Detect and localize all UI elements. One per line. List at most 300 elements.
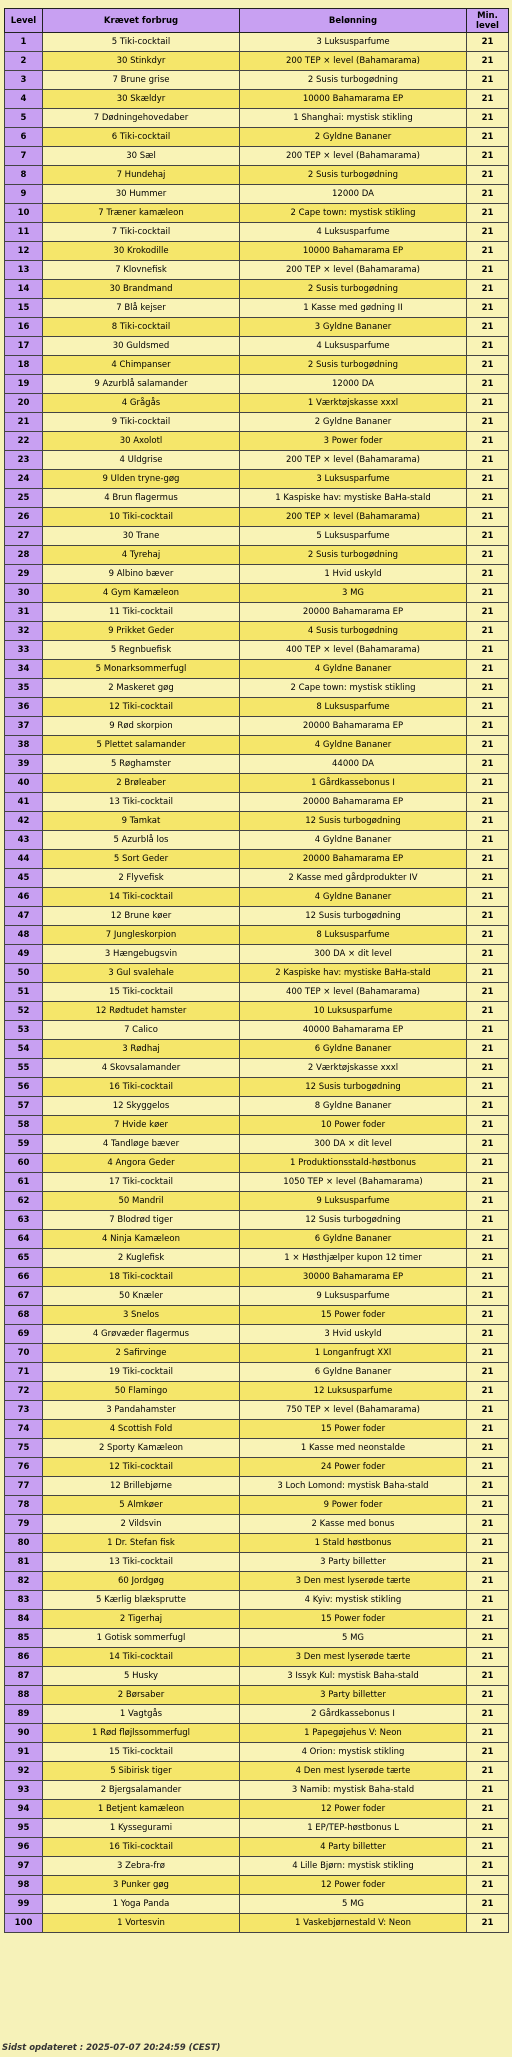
cell-required: 2 Safirvinge	[43, 1344, 240, 1363]
cell-required: 12 Brillebjørne	[43, 1477, 240, 1496]
table-row	[5, 565, 509, 584]
cell-required: 5 Plettet salamander	[43, 736, 240, 755]
cell-min-level: 21	[467, 1876, 509, 1895]
cell-required: 9 Tiki-cocktail	[43, 413, 240, 432]
cell-level: 2	[5, 52, 43, 71]
cell-level: 71	[5, 1363, 43, 1382]
cell-reward: 4 Orion: mystisk stikling	[240, 1743, 467, 1762]
cell-required: 15 Tiki-cocktail	[43, 983, 240, 1002]
cell-reward: 8 Gyldne Bananer	[240, 1097, 467, 1116]
cell-min-level: 21	[467, 1382, 509, 1401]
table-row	[5, 1857, 509, 1876]
cell-reward: 3 MG	[240, 584, 467, 603]
table-row	[5, 1743, 509, 1762]
cell-required: 50 Knæler	[43, 1287, 240, 1306]
cell-min-level: 21	[467, 888, 509, 907]
cell-min-level: 21	[467, 1135, 509, 1154]
cell-required: 16 Tiki-cocktail	[43, 1078, 240, 1097]
cell-reward: 20000 Bahamarama EP	[240, 793, 467, 812]
cell-required: 1 Dr. Stefan fisk	[43, 1534, 240, 1553]
cell-min-level: 21	[467, 736, 509, 755]
cell-min-level: 21	[467, 337, 509, 356]
cell-min-level: 21	[467, 869, 509, 888]
cell-required: 50 Flamingo	[43, 1382, 240, 1401]
table-row	[5, 793, 509, 812]
cell-min-level: 21	[467, 1496, 509, 1515]
cell-level: 12	[5, 242, 43, 261]
table-row	[5, 223, 509, 242]
cell-min-level: 21	[467, 90, 509, 109]
cell-reward: 1 Værktøjskasse xxxl	[240, 394, 467, 413]
table-row	[5, 1192, 509, 1211]
cell-min-level: 21	[467, 1914, 509, 1933]
cell-required: 30 Sæl	[43, 147, 240, 166]
table-row	[5, 1610, 509, 1629]
cell-reward: 5 MG	[240, 1895, 467, 1914]
cell-min-level: 21	[467, 1211, 509, 1230]
cell-required: 7 Klovnefisk	[43, 261, 240, 280]
cell-required: 2 Maskeret gøg	[43, 679, 240, 698]
cell-level: 96	[5, 1838, 43, 1857]
cell-required: 9 Albino bæver	[43, 565, 240, 584]
cell-min-level: 21	[467, 1591, 509, 1610]
table-row	[5, 451, 509, 470]
cell-level: 49	[5, 945, 43, 964]
cell-min-level: 21	[467, 1287, 509, 1306]
table-row	[5, 489, 509, 508]
cell-reward: 200 TEP × level (Bahamarama)	[240, 52, 467, 71]
cell-min-level: 21	[467, 1230, 509, 1249]
table-row	[5, 1496, 509, 1515]
cell-reward: 4 Lille Bjørn: mystisk stikling	[240, 1857, 467, 1876]
cell-reward: 1050 TEP × level (Bahamarama)	[240, 1173, 467, 1192]
cell-reward: 12 Susis turbogødning	[240, 812, 467, 831]
cell-level: 62	[5, 1192, 43, 1211]
cell-reward: 20000 Bahamarama EP	[240, 603, 467, 622]
cell-level: 5	[5, 109, 43, 128]
cell-reward: 15 Power foder	[240, 1610, 467, 1629]
cell-min-level: 21	[467, 603, 509, 622]
cell-required: 1 Vagtgås	[43, 1705, 240, 1724]
cell-level: 60	[5, 1154, 43, 1173]
cell-reward: 2 Gyldne Bananer	[240, 413, 467, 432]
cell-reward: 10000 Bahamarama EP	[240, 90, 467, 109]
cell-reward: 10 Power foder	[240, 1116, 467, 1135]
table-row	[5, 1876, 509, 1895]
cell-min-level: 21	[467, 280, 509, 299]
table-row	[5, 1515, 509, 1534]
cell-required: 30 Trane	[43, 527, 240, 546]
cell-reward: 3 Party billetter	[240, 1686, 467, 1705]
cell-min-level: 21	[467, 1477, 509, 1496]
cell-level: 91	[5, 1743, 43, 1762]
cell-level: 93	[5, 1781, 43, 1800]
cell-level: 54	[5, 1040, 43, 1059]
cell-required: 4 Tyrehaj	[43, 546, 240, 565]
cell-level: 43	[5, 831, 43, 850]
cell-level: 10	[5, 204, 43, 223]
cell-min-level: 21	[467, 1781, 509, 1800]
table-row	[5, 1021, 509, 1040]
cell-level: 14	[5, 280, 43, 299]
cell-min-level: 21	[467, 812, 509, 831]
cell-min-level: 21	[467, 850, 509, 869]
cell-level: 95	[5, 1819, 43, 1838]
table-row	[5, 546, 509, 565]
cell-required: 7 Jungleskorpion	[43, 926, 240, 945]
cell-min-level: 21	[467, 52, 509, 71]
cell-level: 59	[5, 1135, 43, 1154]
cell-min-level: 21	[467, 166, 509, 185]
cell-min-level: 21	[467, 451, 509, 470]
table-row	[5, 1363, 509, 1382]
cell-required: 9 Ulden tryne-gøg	[43, 470, 240, 489]
cell-required: 12 Tiki-cocktail	[43, 698, 240, 717]
cell-required: 5 Husky	[43, 1667, 240, 1686]
cell-min-level: 21	[467, 1572, 509, 1591]
cell-reward: 15 Power foder	[240, 1306, 467, 1325]
cell-min-level: 21	[467, 223, 509, 242]
table-row	[5, 470, 509, 489]
cell-required: 15 Tiki-cocktail	[43, 1743, 240, 1762]
table-row	[5, 907, 509, 926]
cell-min-level: 21	[467, 1857, 509, 1876]
cell-min-level: 21	[467, 1648, 509, 1667]
cell-level: 15	[5, 299, 43, 318]
cell-required: 7 Brune grise	[43, 71, 240, 90]
table-row	[5, 394, 509, 413]
cell-level: 50	[5, 964, 43, 983]
cell-min-level: 21	[467, 299, 509, 318]
cell-level: 100	[5, 1914, 43, 1933]
cell-level: 42	[5, 812, 43, 831]
cell-required: 5 Tiki-cocktail	[43, 33, 240, 52]
cell-level: 69	[5, 1325, 43, 1344]
table-row	[5, 717, 509, 736]
cell-reward: 2 Kasse med gårdprodukter IV	[240, 869, 467, 888]
cell-required: 13 Tiki-cocktail	[43, 1553, 240, 1572]
cell-min-level: 21	[467, 1268, 509, 1287]
cell-reward: 3 Hvid uskyld	[240, 1325, 467, 1344]
cell-required: 12 Rødtudet hamster	[43, 1002, 240, 1021]
table-row	[5, 869, 509, 888]
cell-min-level: 21	[467, 318, 509, 337]
cell-required: 14 Tiki-cocktail	[43, 888, 240, 907]
cell-reward: 1 Shanghai: mystisk stikling	[240, 109, 467, 128]
cell-level: 65	[5, 1249, 43, 1268]
table-row	[5, 337, 509, 356]
cell-reward: 1 Kaspiske hav: mystiske BaHa-stald	[240, 489, 467, 508]
table-row	[5, 1553, 509, 1572]
table-row	[5, 1591, 509, 1610]
table-row	[5, 242, 509, 261]
cell-required: 11 Tiki-cocktail	[43, 603, 240, 622]
cell-reward: 3 Party billetter	[240, 1553, 467, 1572]
cell-required: 13 Tiki-cocktail	[43, 793, 240, 812]
table-row	[5, 1458, 509, 1477]
cell-reward: 10000 Bahamarama EP	[240, 242, 467, 261]
table-row	[5, 261, 509, 280]
cell-level: 57	[5, 1097, 43, 1116]
cell-reward: 8 Luksusparfume	[240, 926, 467, 945]
cell-required: 4 Grågås	[43, 394, 240, 413]
cell-min-level: 21	[467, 1534, 509, 1553]
cell-required: 12 Skyggelos	[43, 1097, 240, 1116]
table-row	[5, 736, 509, 755]
cell-level: 13	[5, 261, 43, 280]
cell-level: 38	[5, 736, 43, 755]
cell-required: 9 Azurblå salamander	[43, 375, 240, 394]
cell-min-level: 21	[467, 1078, 509, 1097]
cell-level: 53	[5, 1021, 43, 1040]
table-row	[5, 888, 509, 907]
table-row	[5, 1116, 509, 1135]
table-row	[5, 1534, 509, 1553]
cell-reward: 6 Gyldne Bananer	[240, 1040, 467, 1059]
cell-reward: 4 Luksusparfume	[240, 337, 467, 356]
cell-level: 36	[5, 698, 43, 717]
table-row	[5, 603, 509, 622]
cell-required: 7 Træner kamæleon	[43, 204, 240, 223]
table-row	[5, 831, 509, 850]
cell-level: 55	[5, 1059, 43, 1078]
cell-level: 99	[5, 1895, 43, 1914]
cell-min-level: 21	[467, 1154, 509, 1173]
cell-required: 2 Kuglefisk	[43, 1249, 240, 1268]
cell-required: 5 Sort Geder	[43, 850, 240, 869]
cell-level: 88	[5, 1686, 43, 1705]
cell-level: 16	[5, 318, 43, 337]
cell-reward: 5 MG	[240, 1629, 467, 1648]
cell-reward: 2 Gyldne Bananer	[240, 128, 467, 147]
cell-level: 37	[5, 717, 43, 736]
cell-required: 12 Tiki-cocktail	[43, 1458, 240, 1477]
cell-reward: 3 Luksusparfume	[240, 470, 467, 489]
cell-required: 17 Tiki-cocktail	[43, 1173, 240, 1192]
cell-level: 40	[5, 774, 43, 793]
cell-required: 1 Kyssegurami	[43, 1819, 240, 1838]
table-row	[5, 1724, 509, 1743]
cell-required: 4 Grøvæder flagermus	[43, 1325, 240, 1344]
cell-reward: 12 Susis turbogødning	[240, 1211, 467, 1230]
table-row	[5, 926, 509, 945]
table-row	[5, 679, 509, 698]
table-row	[5, 1059, 509, 1078]
cell-min-level: 21	[467, 432, 509, 451]
cell-reward: 9 Luksusparfume	[240, 1287, 467, 1306]
cell-required: 1 Gotisk sommerfugl	[43, 1629, 240, 1648]
cell-reward: 4 Gyldne Bananer	[240, 831, 467, 850]
table-row	[5, 1401, 509, 1420]
cell-required: 3 Rødhaj	[43, 1040, 240, 1059]
cell-level: 28	[5, 546, 43, 565]
cell-reward: 4 Kyiv: mystisk stikling	[240, 1591, 467, 1610]
cell-required: 30 Brandmand	[43, 280, 240, 299]
cell-reward: 24 Power foder	[240, 1458, 467, 1477]
cell-reward: 2 Susis turbogødning	[240, 356, 467, 375]
cell-level: 34	[5, 660, 43, 679]
cell-reward: 12000 DA	[240, 185, 467, 204]
cell-required: 4 Skovsalamander	[43, 1059, 240, 1078]
cell-reward: 400 TEP × level (Bahamarama)	[240, 983, 467, 1002]
cell-min-level: 21	[467, 1629, 509, 1648]
cell-min-level: 21	[467, 584, 509, 603]
cell-required: 7 Hundehaj	[43, 166, 240, 185]
table-row	[5, 1895, 509, 1914]
cell-min-level: 21	[467, 717, 509, 736]
cell-reward: 12 Susis turbogødning	[240, 907, 467, 926]
cell-level: 87	[5, 1667, 43, 1686]
cell-min-level: 21	[467, 660, 509, 679]
cell-level: 44	[5, 850, 43, 869]
cell-min-level: 21	[467, 204, 509, 223]
cell-reward: 750 TEP × level (Bahamarama)	[240, 1401, 467, 1420]
cell-level: 48	[5, 926, 43, 945]
cell-min-level: 21	[467, 1743, 509, 1762]
cell-min-level: 21	[467, 1344, 509, 1363]
cell-min-level: 21	[467, 641, 509, 660]
cell-required: 2 Sporty Kamæleon	[43, 1439, 240, 1458]
cell-required: 30 Stinkdyr	[43, 52, 240, 71]
table-row	[5, 622, 509, 641]
cell-min-level: 21	[467, 1116, 509, 1135]
cell-min-level: 21	[467, 698, 509, 717]
table-row	[5, 1325, 509, 1344]
cell-reward: 200 TEP × level (Bahamarama)	[240, 451, 467, 470]
cell-required: 5 Sibirisk tiger	[43, 1762, 240, 1781]
level-rewards-table	[4, 8, 509, 1933]
cell-min-level: 21	[467, 1819, 509, 1838]
cell-required: 5 Røghamster	[43, 755, 240, 774]
cell-level: 70	[5, 1344, 43, 1363]
cell-required: 30 Krokodille	[43, 242, 240, 261]
cell-reward: 6 Gyldne Bananer	[240, 1363, 467, 1382]
cell-min-level: 21	[467, 413, 509, 432]
table-row	[5, 375, 509, 394]
cell-required: 6 Tiki-cocktail	[43, 128, 240, 147]
cell-reward: 10 Luksusparfume	[240, 1002, 467, 1021]
cell-min-level: 21	[467, 375, 509, 394]
cell-required: 50 Mandril	[43, 1192, 240, 1211]
cell-level: 68	[5, 1306, 43, 1325]
cell-required: 3 Hængebugsvin	[43, 945, 240, 964]
cell-reward: 6 Gyldne Bananer	[240, 1230, 467, 1249]
cell-level: 19	[5, 375, 43, 394]
cell-min-level: 21	[467, 489, 509, 508]
cell-reward: 1 EP/TEP-høstbonus L	[240, 1819, 467, 1838]
cell-reward: 3 Issyk Kul: mystisk Baha-stald	[240, 1667, 467, 1686]
cell-min-level: 21	[467, 964, 509, 983]
cell-level: 64	[5, 1230, 43, 1249]
cell-level: 32	[5, 622, 43, 641]
table-row	[5, 280, 509, 299]
table-row	[5, 1838, 509, 1857]
cell-min-level: 21	[467, 261, 509, 280]
header-reward: Belønning	[240, 9, 467, 33]
cell-min-level: 21	[467, 831, 509, 850]
cell-level: 24	[5, 470, 43, 489]
cell-min-level: 21	[467, 1838, 509, 1857]
table-row	[5, 1002, 509, 1021]
cell-required: 5 Regnbuefisk	[43, 641, 240, 660]
cell-reward: 12 Susis turbogødning	[240, 1078, 467, 1097]
cell-reward: 1 Stald høstbonus	[240, 1534, 467, 1553]
table-row	[5, 1078, 509, 1097]
cell-level: 75	[5, 1439, 43, 1458]
cell-reward: 8 Luksusparfume	[240, 698, 467, 717]
cell-level: 97	[5, 1857, 43, 1876]
cell-level: 98	[5, 1876, 43, 1895]
cell-reward: 3 Luksusparfume	[240, 33, 467, 52]
cell-level: 94	[5, 1800, 43, 1819]
cell-required: 2 Tigerhaj	[43, 1610, 240, 1629]
table-row	[5, 1420, 509, 1439]
table-row	[5, 1800, 509, 1819]
cell-reward: 12 Luksusparfume	[240, 1382, 467, 1401]
cell-min-level: 21	[467, 1724, 509, 1743]
cell-required: 4 Uldgrise	[43, 451, 240, 470]
cell-reward: 4 Luksusparfume	[240, 223, 467, 242]
table-row	[5, 1686, 509, 1705]
table-row	[5, 508, 509, 527]
cell-required: 7 Blå kejser	[43, 299, 240, 318]
cell-required: 10 Tiki-cocktail	[43, 508, 240, 527]
table-row	[5, 1154, 509, 1173]
cell-min-level: 21	[467, 622, 509, 641]
cell-reward: 2 Susis turbogødning	[240, 166, 467, 185]
cell-required: 1 Rød fløjlssommerfugl	[43, 1724, 240, 1743]
table-row	[5, 983, 509, 1002]
cell-required: 9 Rød skorpion	[43, 717, 240, 736]
cell-required: 4 Angora Geder	[43, 1154, 240, 1173]
cell-reward: 2 Cape town: mystisk stikling	[240, 679, 467, 698]
cell-required: 12 Brune køer	[43, 907, 240, 926]
cell-reward: 2 Gårdkassebonus I	[240, 1705, 467, 1724]
cell-min-level: 21	[467, 1458, 509, 1477]
table-row	[5, 1572, 509, 1591]
cell-level: 41	[5, 793, 43, 812]
cell-min-level: 21	[467, 1021, 509, 1040]
cell-min-level: 21	[467, 1363, 509, 1382]
cell-required: 2 Vildsvin	[43, 1515, 240, 1534]
cell-level: 1	[5, 33, 43, 52]
cell-reward: 3 Gyldne Bananer	[240, 318, 467, 337]
table-row	[5, 109, 509, 128]
table-row	[5, 1211, 509, 1230]
cell-level: 82	[5, 1572, 43, 1591]
cell-level: 80	[5, 1534, 43, 1553]
table-row	[5, 1781, 509, 1800]
cell-level: 74	[5, 1420, 43, 1439]
table-row	[5, 1439, 509, 1458]
table-row	[5, 1382, 509, 1401]
table-row	[5, 1819, 509, 1838]
cell-level: 77	[5, 1477, 43, 1496]
table-row	[5, 318, 509, 337]
cell-min-level: 21	[467, 1420, 509, 1439]
cell-level: 6	[5, 128, 43, 147]
cell-min-level: 21	[467, 1249, 509, 1268]
cell-level: 89	[5, 1705, 43, 1724]
cell-min-level: 21	[467, 945, 509, 964]
cell-required: 14 Tiki-cocktail	[43, 1648, 240, 1667]
cell-min-level: 21	[467, 394, 509, 413]
cell-level: 7	[5, 147, 43, 166]
table-row	[5, 1306, 509, 1325]
cell-reward: 1 Vaskebjørnestald V: Neon	[240, 1914, 467, 1933]
cell-level: 23	[5, 451, 43, 470]
cell-level: 31	[5, 603, 43, 622]
